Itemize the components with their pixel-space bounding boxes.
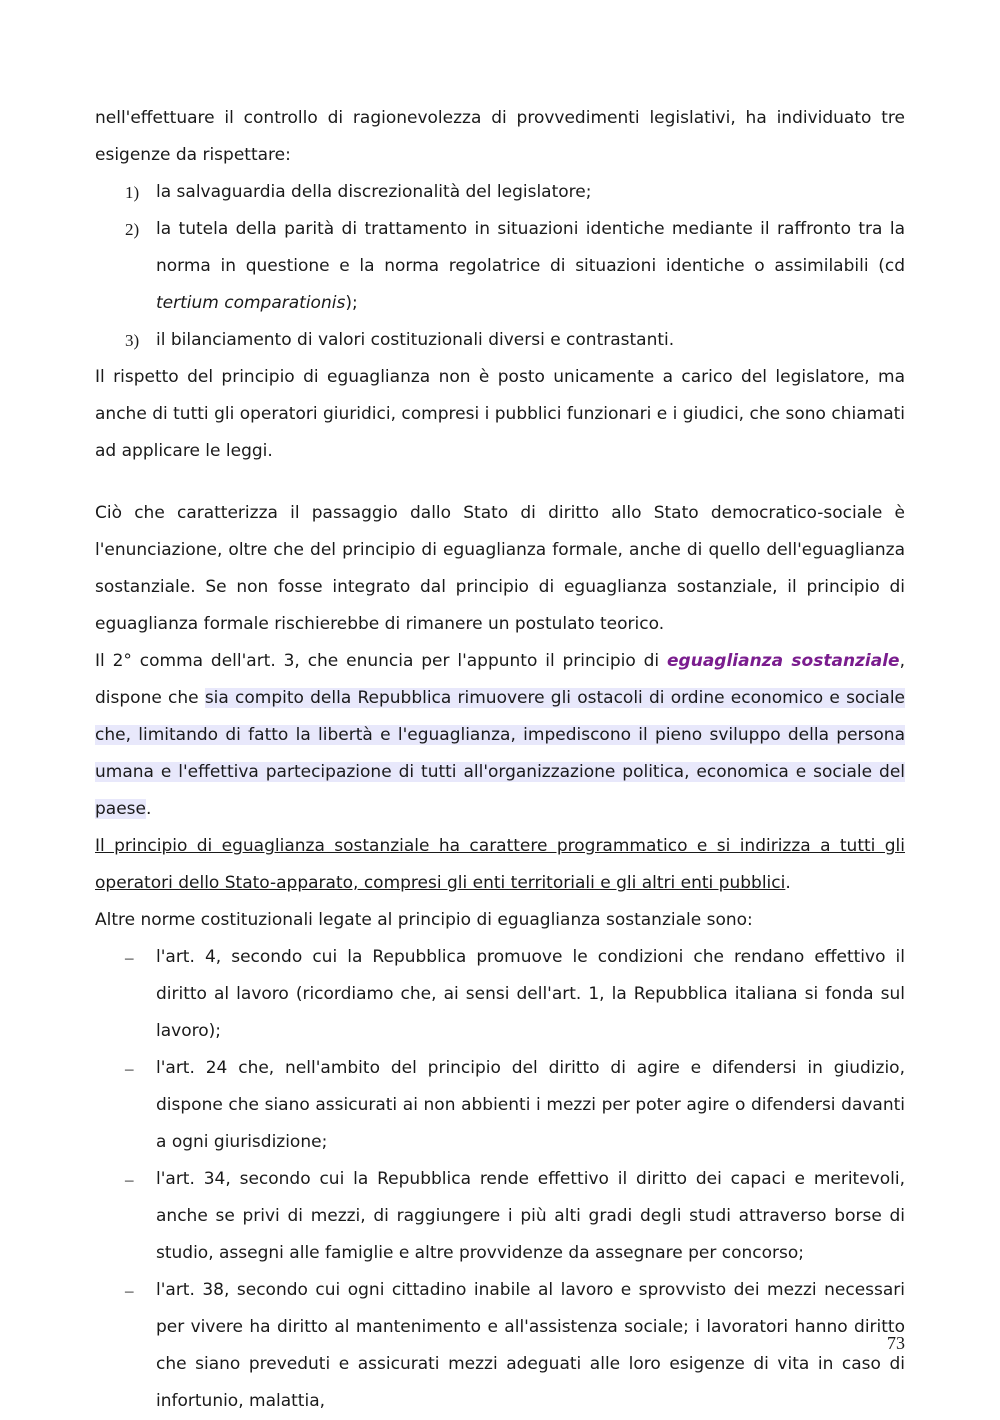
art3-text: Il 2° comma dell'art. 3, che enuncia per l'appunto il principio di [95, 651, 668, 671]
dash-marker: – [125, 1170, 134, 1189]
list-item-text: l'art. 4, secondo cui la Repubblica promuove le condizioni che rendano effettivo il diritto al lavoro (ricordiamo che, ai sensi dell'art. 1, la Repubblica italiana si fonda sul lavoro); [156, 947, 905, 1041]
numbered-list [95, 174, 905, 359]
highlighted-quote: sia compito della Repubblica rimuovere gli ostacoli di ordine economico e sociale che, limitando di fatto la libertà e l'eguaglianza, impediscono il pieno sviluppo della persona umana e l'effettiva partecipazione di tutti all'organizzazione politica, economica e sociale del paese [95, 688, 905, 819]
paragraph-rispetto: Il rispetto del principio di eguaglianza non è posto unicamente a carico del legislatore, ma anche di tutti gli operatori giuridici, compresi i pubblici funzionari e i giudici, che sono chiamati ad applicare le leggi. [95, 367, 905, 461]
list-number: 3) [125, 331, 140, 350]
paragraph-stato-sociale: Ciò che caratterizza il passaggio dallo Stato di diritto allo Stato democratico-sociale è l'enunciazione, oltre che del principio di eguaglianza formale, anche di quello dell'eguaglianza sostanziale. Se non fosse integrato dal principio di eguaglianza sostanziale, il principio di eguaglianza formale rischierebbe di rimanere un postulato teorico. [95, 503, 905, 634]
paragraph-spacer [95, 470, 905, 495]
list-item-text: la salvaguardia della discrezionalità del legislatore; [156, 182, 592, 202]
list-item-text: il bilanciamento di valori costituzionali diversi e contrastanti. [156, 330, 675, 350]
paragraph-end: . [785, 873, 791, 893]
list-item-text: l'art. 38, secondo cui ogni cittadino inabile al lavoro e sprovvisto dei mezzi necessari per vivere ha diritto al mantenimento e all'assistenza sociale; i lavoratori hanno diritto che siano preveduti e assicurati mezzi adeguati alle loro esigenze di vita in caso di infortunio, malattia, [156, 1280, 905, 1411]
latin-term: tertium comparationis [156, 293, 346, 313]
list-item-text: la tutela della parità di trattamento in situazioni identiche mediante il raffronto tra la norma in questione e la norma regolatrice di situazioni identiche o assimilabili (cd [156, 219, 905, 276]
dash-marker: – [125, 948, 134, 967]
list-item [95, 1272, 905, 1420]
list-item [95, 939, 905, 1050]
dash-marker: – [125, 1281, 134, 1300]
list-item [95, 174, 905, 211]
dash-marker: – [125, 1059, 134, 1078]
list-item [95, 211, 905, 322]
paragraph-programmatico [95, 828, 905, 902]
dash-list [95, 939, 905, 1420]
intro-paragraph: nell'effettuare il controllo di ragionevolezza di provvedimenti legislativi, ha individuato tre esigenze da rispettare: [95, 108, 905, 165]
underlined-text: Il principio di eguaglianza sostanziale ha carattere programmatico e si indirizza a tutti gli operatori dello Stato-apparato, compresi gli enti territoriali e gli altri enti pubblici [95, 836, 905, 893]
list-item-text-end: ); [345, 293, 358, 313]
page-number: 73 [887, 1333, 905, 1353]
paragraph-altre-norme: Altre norme costituzionali legate al principio di eguaglianza sostanziale sono: [95, 910, 753, 930]
art3-text-2: , dispone che [95, 651, 905, 708]
list-item [95, 1161, 905, 1272]
list-item [95, 322, 905, 359]
list-number: 1) [125, 183, 140, 202]
list-number: 2) [125, 220, 140, 239]
list-item-text: l'art. 24 che, nell'ambito del principio del diritto di agire e difendersi in giudizio, dispone che siano assicurati ai non abbienti i mezzi per poter agire o difendersi davanti a ogni giurisdizione; [156, 1058, 905, 1152]
keyword-eguaglianza-sostanziale: eguaglianza sostanziale [667, 651, 900, 671]
paragraph-art3 [95, 643, 905, 828]
list-item [95, 1050, 905, 1161]
list-item-text: l'art. 34, secondo cui la Repubblica rende effettivo il diritto dei capaci e meritevoli, anche se privi di mezzi, di raggiungere i più alti gradi degli studi attraverso borse di studio, assegni alle famiglie e altre provvidenze da assegnare per concorso; [156, 1169, 905, 1263]
art3-text-end: . [145, 799, 152, 819]
